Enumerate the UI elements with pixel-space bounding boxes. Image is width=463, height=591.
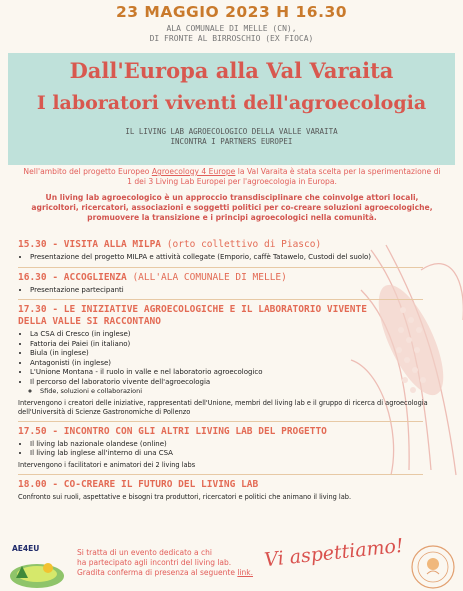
time-1730: 17.30 (18, 304, 47, 315)
time-1630: 16.30 (18, 271, 47, 283)
intro-paragraph-1 (22, 167, 442, 187)
university-seal-icon (410, 544, 456, 590)
program-item-welcome: 16.30 - ACCOGLIENZA (ALL'ALA COMUNALE DI MELLE) • Presentazione partecipanti (18, 272, 444, 296)
event-title-cocreate: CO-CREARE IL FUTURO DEL LIVING LAB (63, 478, 259, 490)
ae4eu-logo (8, 544, 66, 588)
list-item: • Presentazione partecipanti (30, 286, 444, 296)
footer-line-1: Si tratta di un evento dedicato a chi (77, 548, 212, 557)
list-item: • Fattoria dei Paiei (in italiano) (30, 340, 444, 350)
agroecology4europe-link[interactable]: Agroecology 4 Europe (151, 167, 236, 176)
time-1750: 17.50 (18, 425, 47, 437)
event-title-visit: VISITA ALLA MILPA (63, 239, 162, 250)
venue-line-2: DI FRONTE AL BIRROSCHIO (EX FIOCA) (149, 34, 314, 43)
signature-script: Vi aspettiamo! (263, 534, 405, 572)
event-title-welcome: ACCOGLIENZA (63, 271, 127, 283)
event-detail-welcome: (ALL'ALA COMUNALE DI MELLE) (132, 271, 287, 283)
event-date: 23 MAGGIO 2023 H 16.30 (115, 3, 348, 21)
footer-message (77, 548, 267, 578)
intro-suffix: la Val Varaita è stata scelta per la sperimentazione di 1 dei 3 Living Lab Europei per l'agroecologia in Europa. (127, 167, 441, 186)
list-item: • Presentazione del progetto MILPA e attività collegate (Emporio, caffè Tatawelo, Custodi del suolo) (30, 253, 444, 263)
list-subitem: ◦ Sfide, soluzioni e collaborazioni (40, 387, 444, 397)
list-item: • Il living lab nazionale olandese (online) (30, 440, 444, 450)
list-item: • La CSA di Cresco (in inglese) (30, 330, 444, 340)
tagline-line-1: IL LIVING LAB AGROECOLOGICO DELLA VALLE VARAITA (125, 127, 338, 136)
speakers-note: Intervengono i creatori delle iniziative, rappresentati dell'Unione, membri del living lab e il gruppo di ricerca di agroecologia dell'Università di Scienze Gastronomiche di Pollenzo (18, 398, 428, 416)
footer-line-2: ha partecipato agli incontri del living lab. (77, 558, 232, 567)
list-item: • Il percorso del laboratorio vivente dell'agroecologia (30, 378, 444, 388)
list-item: • Antagonisti (in inglese) (30, 359, 444, 369)
cocreate-note: Confronto sui ruoli, aspettative e bisogni tra produttori, ricercatori e politici che animano il living lab. (18, 492, 352, 501)
intro-paragraph-2: Un living lab agroecologico è un approccio transdisciplinare che coinvolge attori locali, agricoltori, ricercatori, associazioni e soggetti politici per co-creare soluzioni agroecologiche, promuovere la transizione e i principi agroecologici nella comunità. (31, 193, 433, 222)
intro-prefix: Nell'ambito del progetto Europeo (23, 167, 152, 176)
event-detail-visit: (orto collettivo di Piasco) (166, 239, 322, 250)
program-item-visit: 15.30 - VISITA ALLA MILPA (orto collettivo di Piasco) • Presentazione del progetto MILPA e attività collegate (Emporio, caffè Tatawelo, Custodi del suolo) (18, 239, 444, 263)
divider (18, 421, 423, 422)
divider (18, 267, 423, 268)
venue-line-1: ALA COMUNALE DI MELLE (CN), (166, 24, 297, 33)
event-title-initiatives-1: LE INIZIATIVE AGROECOLOGICHE E IL LABORATORIO VIVENTE (63, 304, 367, 315)
field-icon (8, 554, 66, 588)
main-title: Dall'Europa alla Val Varaita (69, 58, 394, 83)
time-1800: 18.00 (18, 478, 47, 490)
event-venue (0, 24, 463, 44)
event-title-initiatives-2: DELLA VALLE SI RACCONTANO (18, 316, 161, 327)
footer-line-3-text: Gradita conferma di presenza al seguente (77, 568, 238, 577)
tagline-line-2: INCONTRA I PARTNERS EUROPEI (170, 137, 293, 146)
event-title-meeting: INCONTRO CON GLI ALTRI LIVING LAB DEL PROGETTO (63, 425, 327, 437)
program (18, 239, 444, 502)
banner-tagline (0, 127, 463, 147)
program-item-initiatives: 17.30 - LE INIZIATIVE AGROECOLOGICHE E IL LABORATORIO VIVENTE DELLA VALLE SI RACCONTANO • La CSA di Cresco (in inglese) • Fattoria dei Paiei (in italiano) • Biula (in inglese) • Antagonisti (in inglese) • L'Unione Montana - il ruolo in valle e nel laboratorio agroecologico • Il percorso del laboratorio vivente dell'agroecologia ◦ Sfide, soluzioni e collaborazioni Intervengono i creatori delle iniziative, rappresentati dell'Unione, membri del living lab e il gruppo di ricerca di agroecologia dell'Università di Scienze Gastronomiche di Pollenzo (18, 304, 444, 417)
divider (18, 474, 423, 475)
ae4eu-logo-text: AE4EU (12, 544, 40, 553)
facilitators-note: Intervengono i facilitatori e animatori dei 2 living labs (18, 460, 196, 469)
time-1530: 15.30 (18, 239, 47, 250)
list-item: • Il living lab inglese all'interno di una CSA (30, 449, 444, 459)
program-item-cocreate: 18.00 - CO-CREARE IL FUTURO DEL LIVING LAB Confronto sui ruoli, aspettative e bisogni tra produttori, ricercatori e politici che animano il living lab. (18, 479, 444, 502)
program-item-meeting: 17.50 - INCONTRO CON GLI ALTRI LIVING LAB DEL PROGETTO • Il living lab nazionale olandese (online) • Il living lab inglese all'interno di una CSA Intervengono i facilitatori e animatori dei 2 living labs (18, 426, 444, 470)
list-item: • Biula (in inglese) (30, 349, 444, 359)
divider (18, 299, 423, 300)
footer-line-3 (77, 568, 267, 578)
rsvp-link[interactable]: link. (237, 568, 253, 577)
main-subtitle: I laboratori viventi dell'agroecologia (36, 92, 427, 114)
list-item: • L'Unione Montana - il ruolo in valle e nel laboratorio agroecologico (30, 368, 444, 378)
